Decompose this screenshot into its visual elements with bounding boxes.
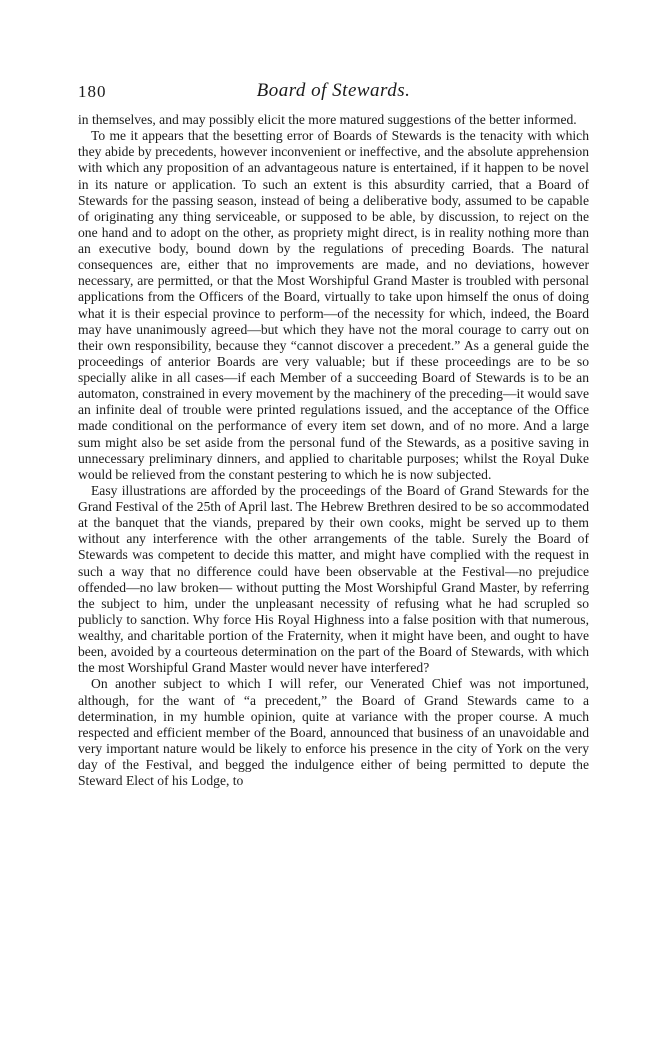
page-header (78, 80, 589, 106)
paragraph-continuation: in themselves, and may possibly elicit the more matured suggestions of the better informed. (78, 112, 577, 127)
paragraph-boards-of-stewards: To me it appears that the besetting error of Boards of Stewards is the tenacity with which they abide by precedents, however inconvenient or ineffective, and the absolute apprehension with which any proposition of an advantageous nature is entertained, if it happen to be novel in its nature or application. To such an extent is this absurdity carried, that a Board of Stewards for the passing season, instead of being a deliberative body, assumed to be capable of originating any thing serviceable, or supposed to be able, by discussion, to reject on the one hand and to adopt on the other, as propriety might direct, is in reality nothing more than an executive body, bound down by the regulations of preceding Boards. The natural consequences are, either that no improvements are made, and no deviations, however necessary, are permitted, or that the Most Worshipful Grand Master is troubled with personal applications from the Officers of the Board, virtually to take upon himself the onus of doing what it is their especial province to perform—of the necessity for which, indeed, the Board may have unanimously agreed—but which they have not the moral courage to carry out on their own responsibility, because they “cannot discover a precedent.” As a general guide the proceedings of anterior Boards are very valuable; but if these proceedings are to be so specially alike in all cases—if each Member of a succeeding Board of Stewards is to be an automaton, constrained in every movement by the machinery of the preceding—it would save an infinite deal of trouble were printed regulations issued, and the acceptance of the Office made conditional on the performance of every item set down, and of no more. And a large sum might also be set aside from the personal fund of the Stewards, as a positive saving in unnecessary preliminary dinners, and applied to charitable purposes; whilst the Royal Duke would be relieved from the constant pestering to which he is now subjected. (78, 128, 589, 482)
paragraph-grand-festival: Easy illustrations are afforded by the proceedings of the Board of Grand Stewards for the Grand Festival of the 25th of April last. The Hebrew Brethren desired to be so accommodated at the banquet that the viands, prepared by their own cooks, might be served up to them without any interference with the other arrangements of the table. Surely the Board of Stewards was competent to decide this matter, and might have complied with the request in such a way that no difference could have been observable at the Festival—no prejudice offended—no law broken— without putting the Most Worshipful Grand Master, by referring the subject to him, under the unpleasant necessity of refusing what he had scrupled so publicly to sanction. Why force His Royal Highness into a false position with that numerous, wealthy, and charitable portion of the Fraternity, when it might have been, and ought to have been, avoided by a courteous determination on the part of the Board of Stewards, with which the most Worshipful Grand Master would never have interfered? (78, 482, 589, 676)
running-head: Board of Stewards. (256, 80, 411, 101)
book-page (78, 80, 589, 1030)
paragraph-another-subject: On another subject to which I will refer, our Venerated Chief was not importuned, although, for the want of “a precedent,” the Board of Grand Stewards came to a determination, in my humble opinion, quite at variance with the proper course. A much respected and efficient member of the Board, announced that business of an unavoidable and very important nature would be likely to enforce his presence in the city of York on the very day of the Festival, and begged the indulgence either of being permitted to depute the Steward Elect of his Lodge, to (78, 676, 589, 789)
page-number: 180 (78, 82, 107, 101)
body-text (78, 112, 589, 789)
